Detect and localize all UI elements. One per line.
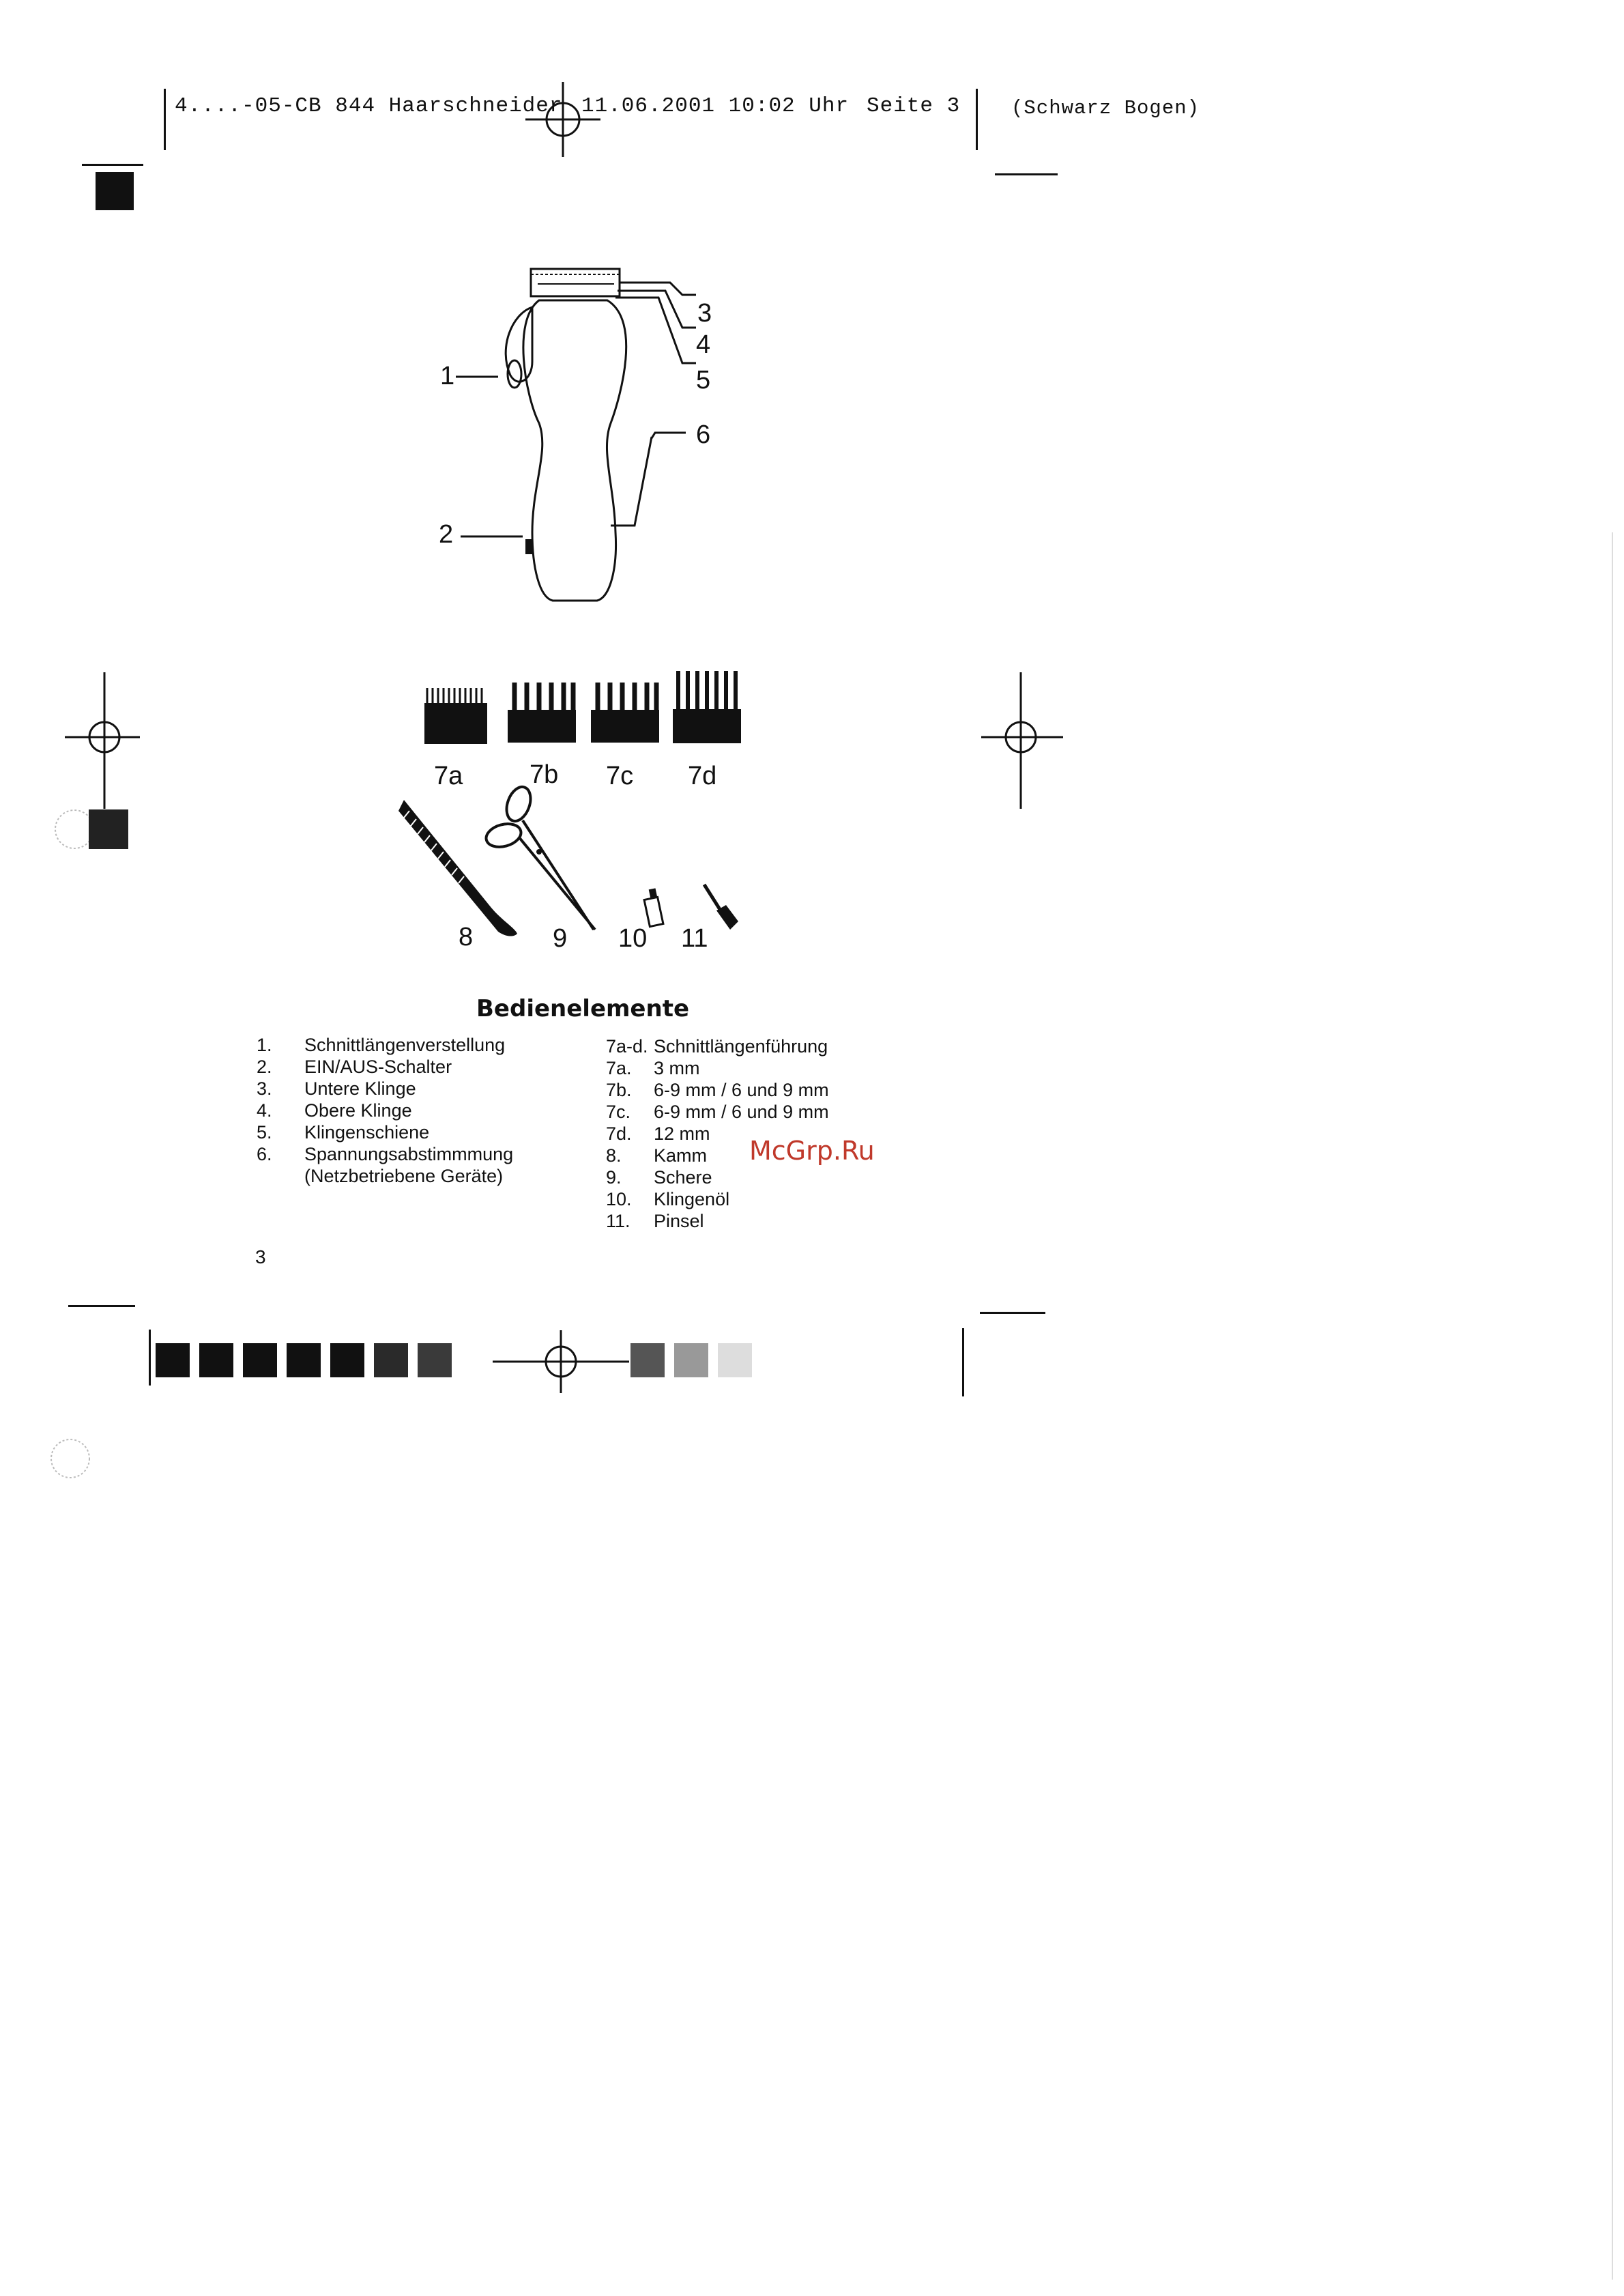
color-bar-patch — [156, 1343, 190, 1377]
registration-mark-icon — [493, 1328, 629, 1396]
callout-8: 8 — [459, 923, 474, 951]
list-item-label: EIN/AUS-Schalter — [304, 1057, 452, 1077]
list-item — [257, 1165, 611, 1187]
control-list-right — [606, 1035, 961, 1232]
list-item-number: 4. — [257, 1100, 272, 1121]
list-item — [257, 1034, 611, 1056]
trim-line-right-top — [995, 173, 1058, 175]
watermark: McGrp.Ru — [749, 1136, 875, 1166]
crop-mark-left-bottom — [149, 1330, 151, 1386]
callout-9: 9 — [553, 924, 568, 953]
list-item-label: Spannungsabstimmmung — [304, 1144, 514, 1164]
callout-7d: 7d — [688, 762, 717, 790]
list-item-label: Schnittlängenverstellung — [304, 1035, 506, 1055]
list-item — [606, 1035, 961, 1057]
list-item — [257, 1100, 611, 1121]
list-item-number: 7c. — [606, 1102, 631, 1122]
list-item-label: Klingenschiene — [304, 1122, 430, 1143]
color-bar-patch — [199, 1343, 233, 1377]
list-item-number — [257, 1165, 304, 1187]
color-bar-patch — [418, 1343, 452, 1377]
callout-11: 11 — [681, 924, 708, 953]
list-item — [606, 1210, 961, 1232]
callout-7b: 7b — [530, 760, 559, 789]
crop-mark-right-top — [976, 89, 978, 150]
color-bar-patch — [718, 1343, 752, 1377]
list-item-number: 3. — [257, 1078, 272, 1099]
list-item-label: Schnittlängenführung — [654, 1036, 828, 1057]
list-item-number: 1. — [257, 1035, 272, 1055]
color-bar-patch — [630, 1343, 665, 1377]
callout-3: 3 — [697, 299, 712, 328]
callout-7a: 7a — [434, 762, 463, 790]
list-item-label: Kamm — [654, 1145, 708, 1166]
list-item — [257, 1121, 611, 1143]
registration-mark-icon — [525, 82, 600, 157]
list-item-number: 2. — [257, 1057, 272, 1077]
color-patch-black — [89, 809, 128, 849]
callout-1: 1 — [440, 362, 455, 390]
control-list-left — [257, 1034, 611, 1187]
list-item — [606, 1188, 961, 1210]
callout-4: 4 — [696, 330, 711, 359]
header-color-ref: (Schwarz Bogen) — [1011, 97, 1200, 119]
list-item-number: 11. — [606, 1211, 630, 1231]
list-item — [606, 1057, 961, 1079]
list-item-label: Obere Klinge — [304, 1100, 412, 1121]
trim-line-right-bottom — [980, 1312, 1045, 1314]
faded-circle-icon — [45, 1433, 96, 1484]
section-title: Bedienelemente — [476, 995, 690, 1022]
list-item-number: 6. — [257, 1144, 272, 1164]
list-item — [606, 1166, 961, 1188]
callout-5: 5 — [696, 366, 711, 394]
list-item-label: Untere Klinge — [304, 1078, 416, 1099]
list-item — [606, 1101, 961, 1123]
callout-2: 2 — [439, 520, 454, 549]
registration-mark-icon — [65, 672, 140, 809]
attachment-comb-7d-icon — [670, 665, 745, 751]
list-item-number: 7d. — [606, 1123, 632, 1144]
list-item-number: 7a. — [606, 1058, 632, 1078]
list-item-number: 10. — [606, 1189, 632, 1209]
list-item — [257, 1078, 611, 1100]
list-item-label: 6-9 mm / 6 und 9 mm — [654, 1102, 829, 1122]
list-item — [606, 1079, 961, 1101]
color-bar-patch — [243, 1343, 277, 1377]
list-item-label: 6-9 mm / 6 und 9 mm — [654, 1080, 829, 1100]
list-item — [257, 1143, 611, 1165]
scissors-icon — [478, 778, 607, 942]
color-bar-patch — [374, 1343, 408, 1377]
registration-mark-icon — [981, 672, 1063, 809]
attachment-comb-7b-icon — [505, 676, 580, 751]
color-bar-patch — [287, 1343, 321, 1377]
callout-10: 10 — [618, 924, 648, 953]
color-bar-patch — [330, 1343, 364, 1377]
color-bar-patch — [674, 1343, 708, 1377]
list-item-label: 3 mm — [654, 1058, 700, 1078]
list-item-label: Pinsel — [654, 1211, 704, 1231]
header-job-line: 4....-05-CB 844 Haarschneider — [175, 94, 563, 118]
callout-7c: 7c — [606, 762, 634, 790]
header-date-line: 11.06.2001 10:02 Uhr — [581, 94, 850, 118]
list-item-number: 8. — [606, 1145, 622, 1166]
hair-clipper-illustration — [423, 259, 737, 614]
list-item-number: 7a-d. — [606, 1036, 648, 1057]
trim-line-left-bottom — [68, 1305, 135, 1307]
header-page-ref: Seite 3 — [867, 94, 961, 118]
crop-mark-left-top — [164, 89, 166, 150]
list-item-label: (Netzbetriebene Geräte) — [304, 1166, 504, 1186]
page-number: 3 — [255, 1246, 266, 1267]
list-item-number: 5. — [257, 1122, 272, 1143]
crop-mark-right-bottom — [962, 1328, 964, 1396]
list-item-label: Schere — [654, 1167, 712, 1188]
list-item — [257, 1056, 611, 1078]
attachment-comb-7c-icon — [588, 676, 663, 751]
list-item-label: Klingenöl — [654, 1189, 730, 1209]
list-item-label: 12 mm — [654, 1123, 710, 1144]
callout-6: 6 — [696, 420, 711, 449]
trim-line-left-top — [82, 164, 143, 166]
list-item-number: 9. — [606, 1167, 622, 1188]
scan-edge — [1612, 532, 1613, 2280]
list-item-number: 7b. — [606, 1080, 632, 1100]
attachment-comb-7a-icon — [423, 683, 491, 751]
color-patch-black — [96, 172, 134, 210]
